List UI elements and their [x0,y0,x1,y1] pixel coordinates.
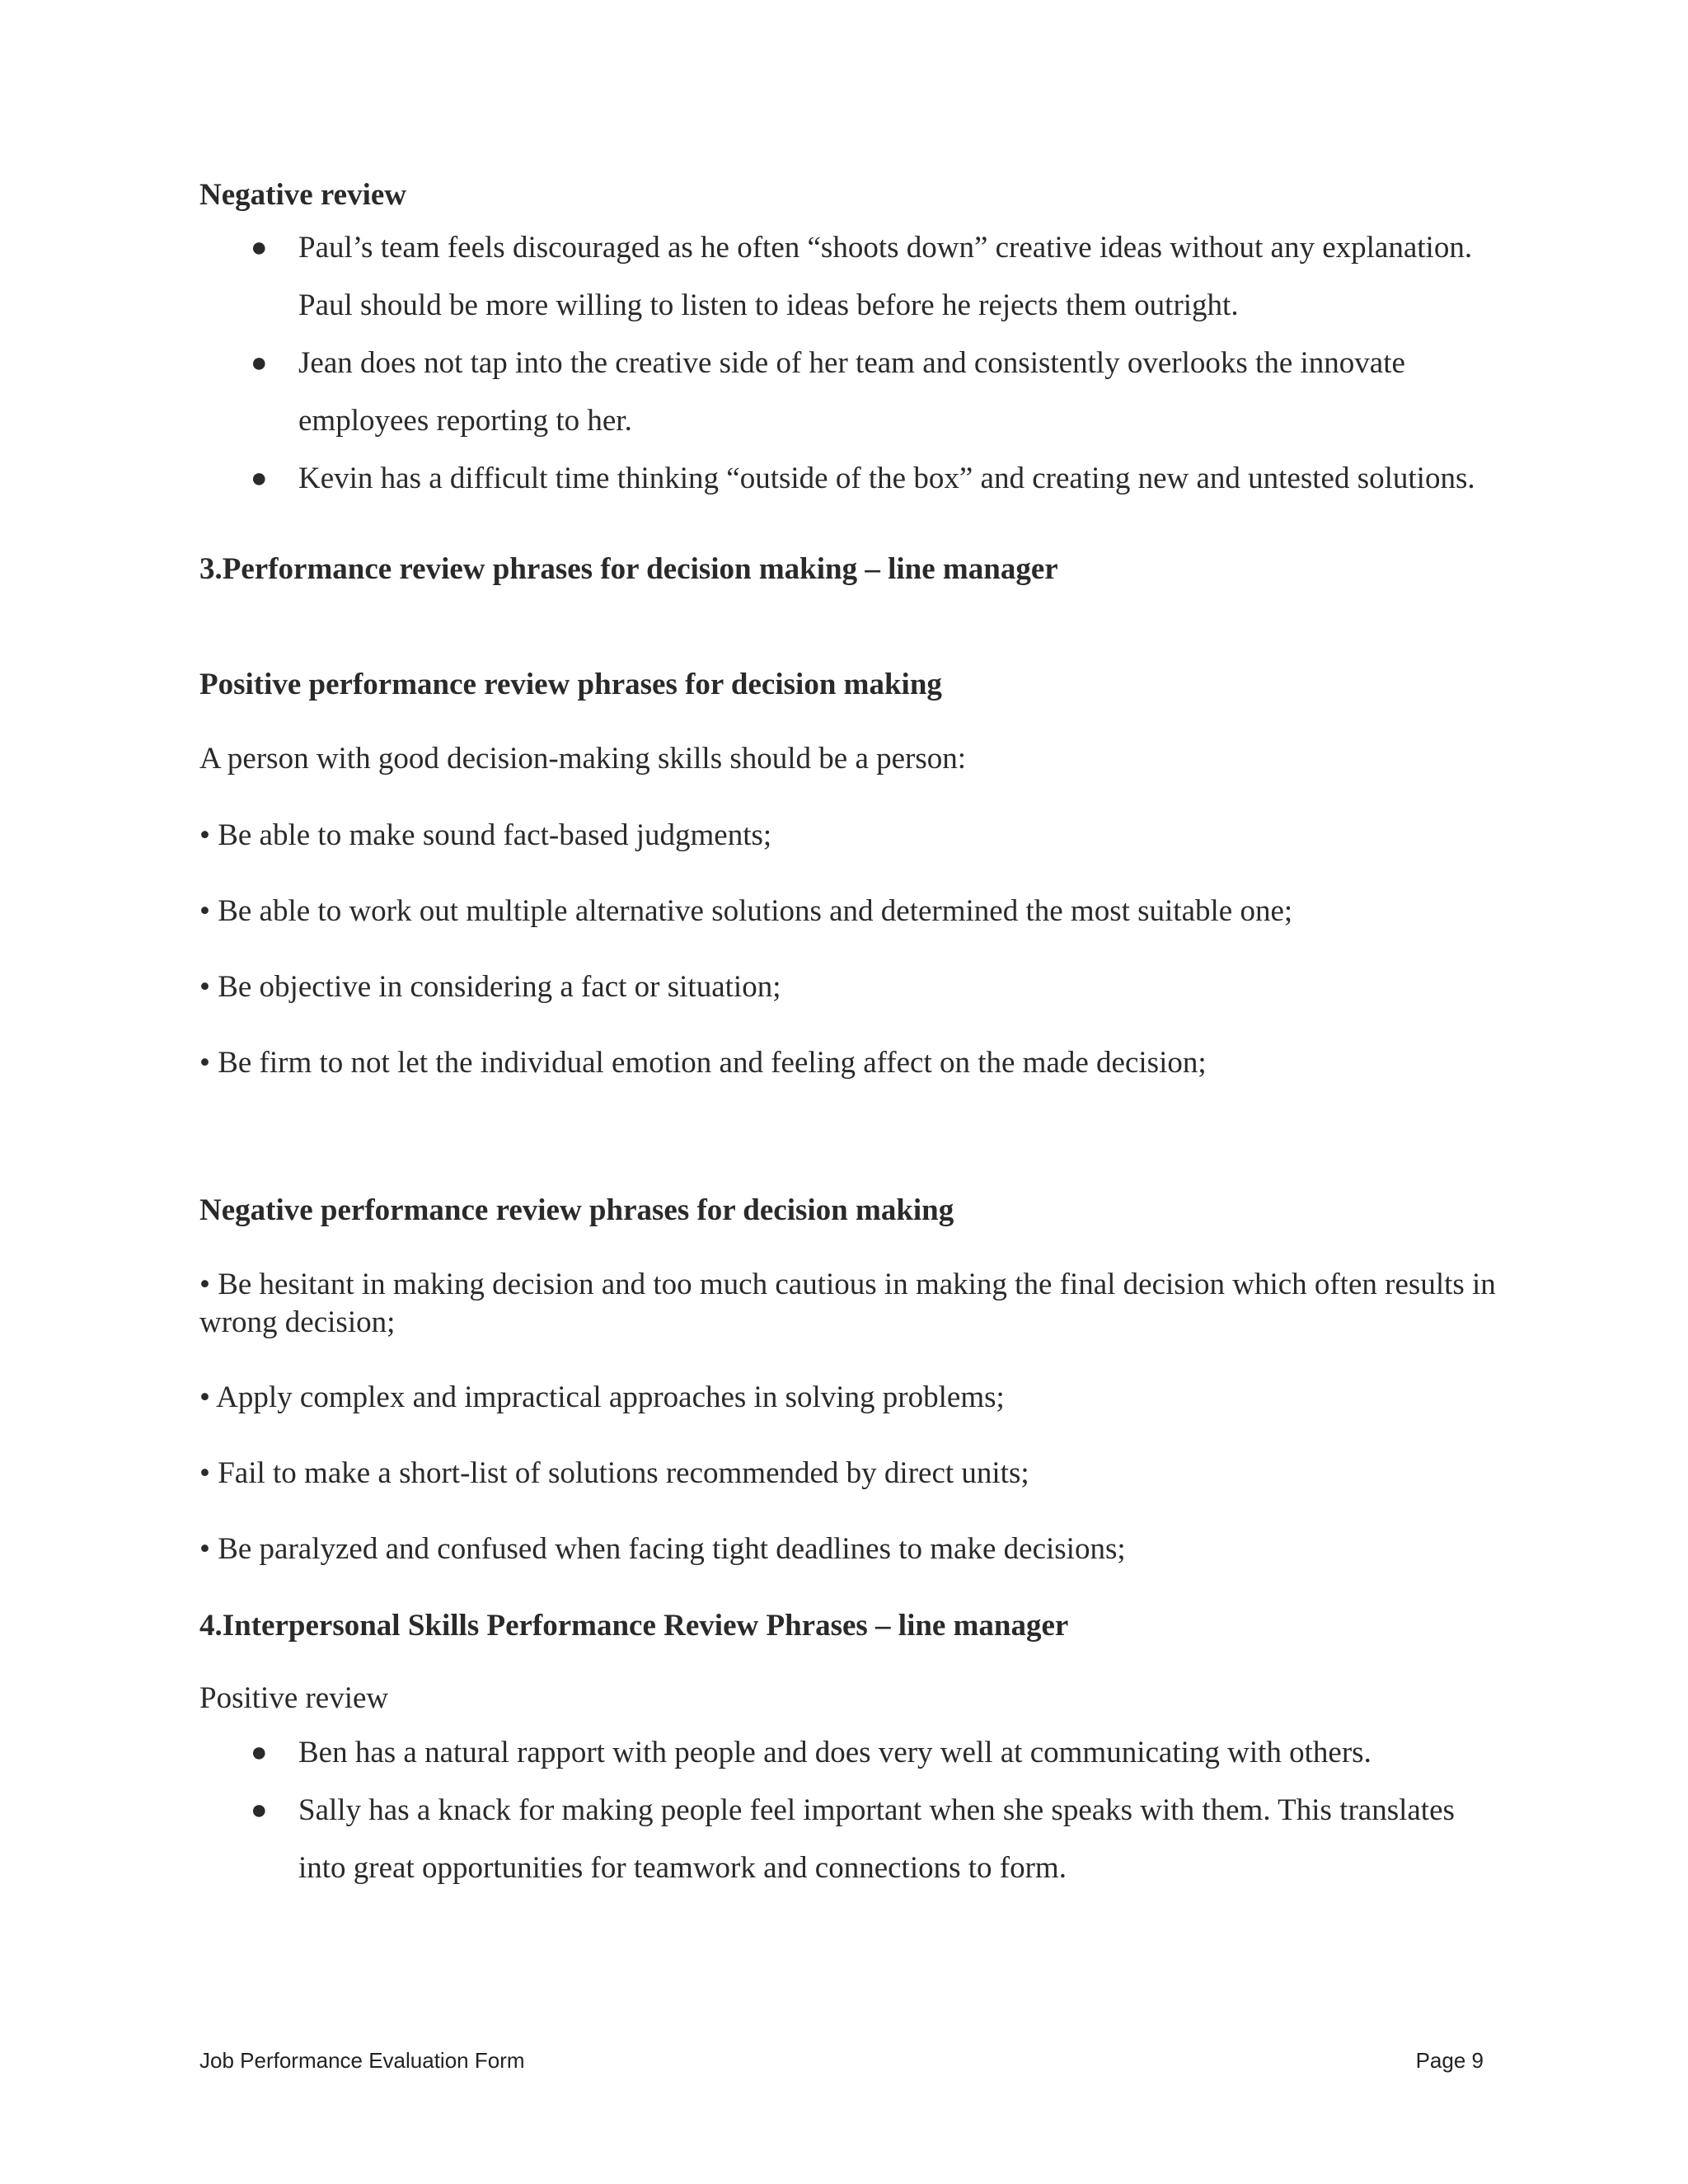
list-item-text: Sally has a knack for making people feel important when she speaks with them. This translates into great opportunities for teamwork and connections to form. [298,1793,1455,1885]
section-3-title: 3.Performance review phrases for decision making – line manager [199,552,1058,586]
list-item [199,1724,1502,1782]
negative-decision-item: • Be hesitant in making decision and too much cautious in making the final decision which often results in wrong decision; [199,1268,1496,1339]
bullet-icon: ● [251,463,268,494]
negative-decision-heading: Negative performance review phrases for decision making [199,1193,954,1227]
list-item-text: Kevin has a difficult time thinking “outside of the box” and creating new and untested solutions. [298,462,1475,495]
list-item [199,335,1502,450]
negative-review-heading: Negative review [199,178,407,212]
list-item [199,1782,1502,1897]
positive-review-label: Positive review [199,1681,389,1715]
list-item-text: Jean does not tap into the creative side of her team and consistently overlooks the innovate employees reporting to her. [298,346,1405,438]
list-item [199,450,1502,508]
interpersonal-positive-list [199,1724,1502,1897]
negative-decision-item: • Be paralyzed and confused when facing tight deadlines to make decisions; [199,1532,1126,1566]
bullet-icon: ● [251,232,268,263]
positive-decision-item: • Be firm to not let the individual emotion and feeling affect on the made decision; [199,1046,1207,1080]
bullet-icon: ● [251,1737,268,1768]
negative-decision-item: • Apply complex and impractical approaches in solving problems; [199,1380,1005,1414]
decision-intro: A person with good decision-making skills should be a person: [199,742,967,776]
list-item [199,219,1502,335]
positive-decision-heading: Positive performance review phrases for decision making [199,668,942,701]
bullet-icon: ● [251,348,268,378]
positive-decision-item: • Be able to work out multiple alternative solutions and determined the most suitable one; [199,894,1293,928]
list-item-text: Ben has a natural rapport with people and does very well at communicating with others. [298,1736,1372,1769]
section-4-title: 4.Interpersonal Skills Performance Review Phrases – line manager [199,1609,1069,1643]
list-item-text: Paul’s team feels discouraged as he often “shoots down” creative ideas without any explanation. Paul should be more willing to listen to ideas before he rejects them outright. [298,231,1473,322]
negative-decision-item: • Fail to make a short-list of solutions recommended by direct units; [199,1456,1029,1490]
positive-decision-item: • Be objective in considering a fact or situation; [199,970,781,1004]
page-content [199,175,1502,1897]
positive-decision-item: • Be able to make sound fact-based judgments; [199,818,772,852]
footer-document-title: Job Performance Evaluation Form [199,2048,525,2073]
negative-review-list [199,219,1502,508]
bullet-icon: ● [251,1795,268,1825]
footer-page-number: Page 9 [1415,2048,1484,2073]
